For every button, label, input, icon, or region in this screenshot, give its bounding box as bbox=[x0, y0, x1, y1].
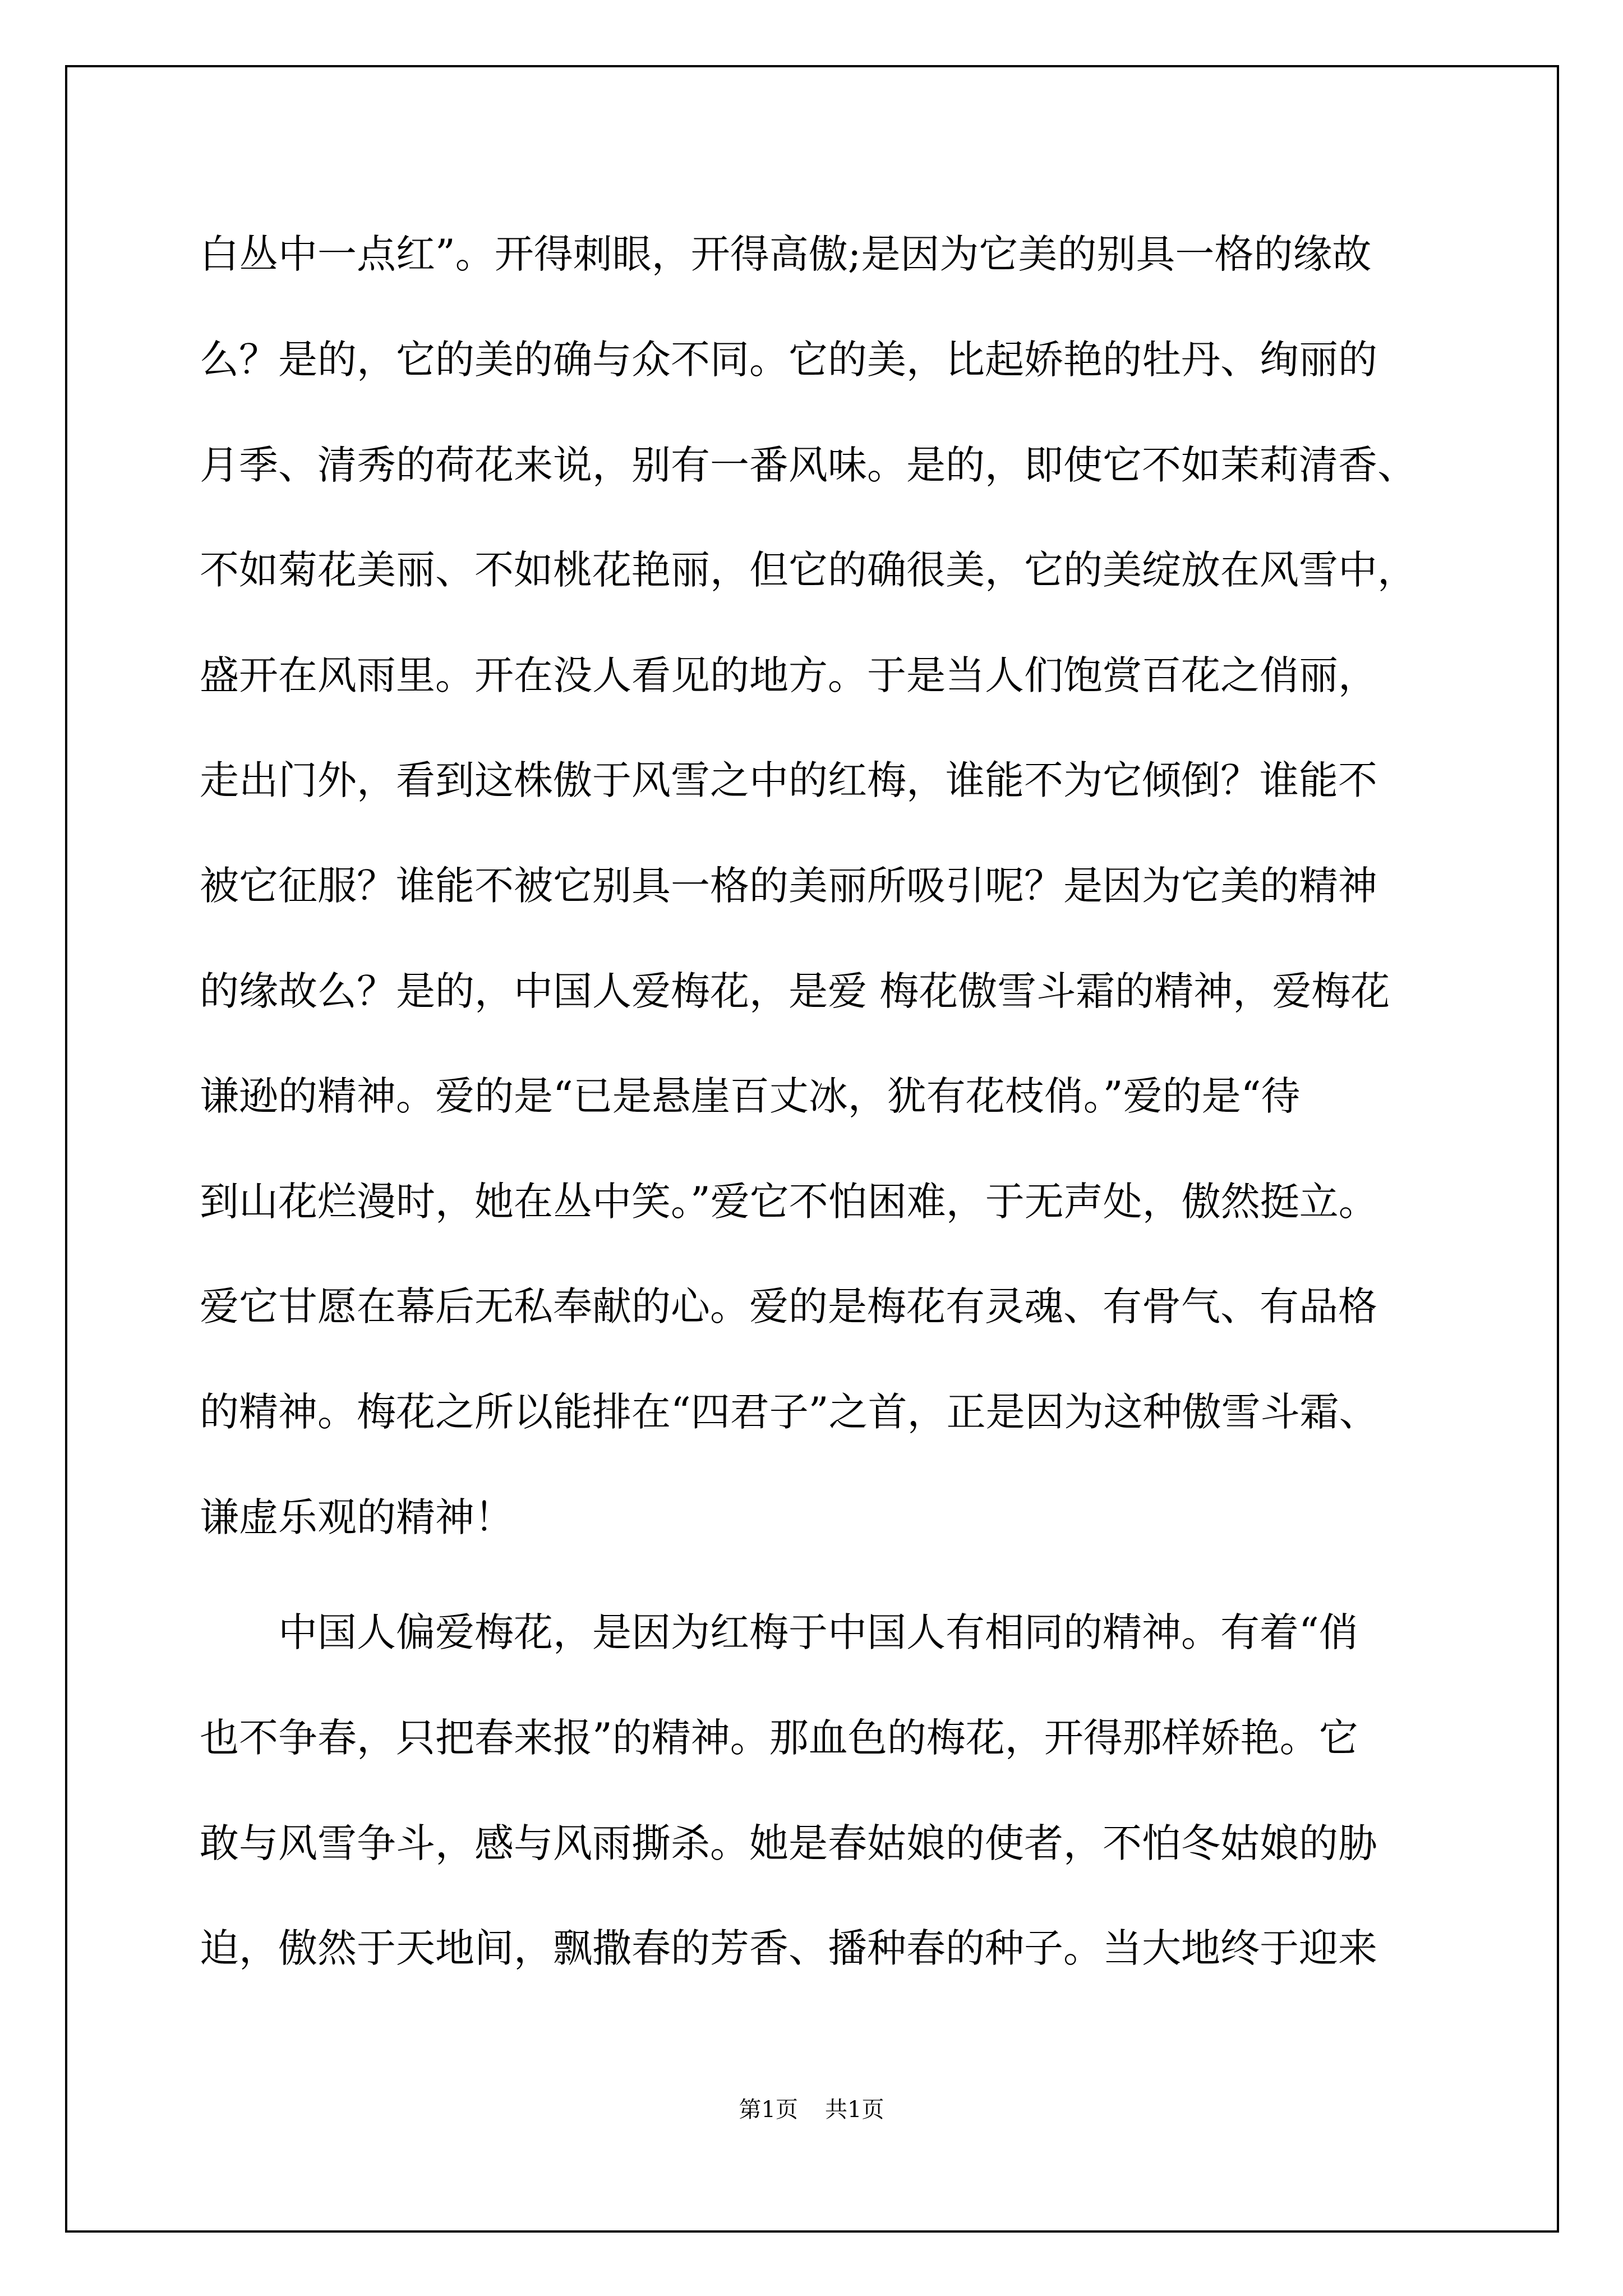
page-total: 共1页 bbox=[825, 2097, 884, 2123]
text-line: 敢与风雪争斗，感与风雨撕杀。她是春姑娘的使者，不怕冬姑娘的胁 bbox=[200, 1820, 1377, 1866]
page-footer bbox=[0, 2094, 1623, 2125]
text-line: 的精神。梅花之所以能排在“四君子”之首，正是因为这种傲雪斗霜、 bbox=[200, 1389, 1378, 1435]
text-line: 谦虚乐观的精神！ bbox=[200, 1494, 514, 1540]
text-line: 的缘故么？是的，中国人爱梅花，是爱 梅花傲雪斗霜的精神，爱梅花 bbox=[200, 968, 1390, 1014]
text-line: 爱它甘愿在幕后无私奉献的心。爱的是梅花有灵魂、有骨气、有品格 bbox=[200, 1283, 1377, 1329]
text-line: 谦逊的精神。爱的是“已是悬崖百丈冰，犹有花枝俏。”爱的是“待 bbox=[200, 1073, 1301, 1119]
text-line: 迫，傲然于天地间，飘撒春的芳香、播种春的种子。当大地终于迎来 bbox=[200, 1925, 1377, 1971]
text-line: 到山花烂漫时，她在丛中笑。”爱它不怕困难，于无声处，傲然挺立。 bbox=[200, 1179, 1378, 1225]
page-border bbox=[65, 65, 1559, 2233]
text-line: 不如菊花美丽、不如桃花艳丽，但它的确很美，它的美绽放在风雪中， bbox=[200, 547, 1417, 593]
text-line: 白丛中一点红”。开得刺眼，开得高傲;是因为它美的别具一格的缘故 bbox=[200, 231, 1372, 277]
text-line: 中国人偏爱梅花，是因为红梅于中国人有相同的精神。有着“俏 bbox=[278, 1609, 1358, 1655]
text-line: 盛开在风雨里。开在没人看见的地方。于是当人们饱赏百花之俏丽， bbox=[200, 652, 1377, 698]
text-line: 被它征服？谁能不被它别具一格的美丽所吸引呢？是因为它美的精神 bbox=[200, 863, 1377, 909]
text-line: 月季、清秀的荷花来说，别有一番风味。是的，即使它不如茉莉清香、 bbox=[200, 442, 1417, 488]
page-number: 第1页 bbox=[739, 2097, 798, 2123]
text-line: 走出门外，看到这株傲于风雪之中的红梅，谁能不为它倾倒？谁能不 bbox=[200, 757, 1377, 803]
text-line: 也不争春，只把春来报”的精神。那血色的梅花，开得那样娇艳。它 bbox=[200, 1715, 1358, 1761]
text-line: 么？是的，它的美的确与众不同。它的美，比起娇艳的牡丹、绚丽的 bbox=[200, 337, 1377, 383]
